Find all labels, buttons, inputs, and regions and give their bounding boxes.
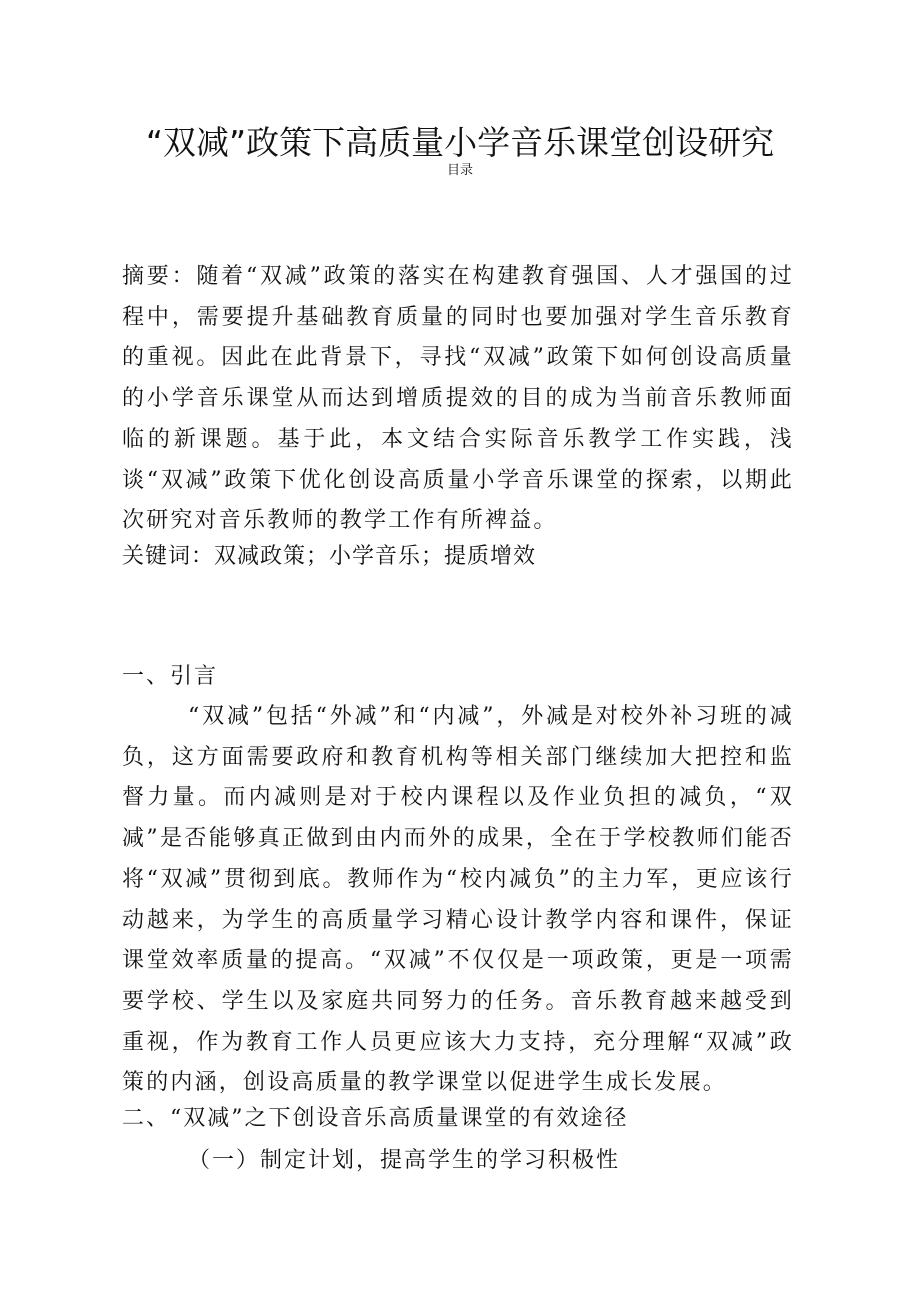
subsection-heading-make-plan: （一）制定计划，提高学生的学习积极性 (188, 1148, 621, 1173)
section-heading-effective-paths: 二、“双减”之下创设音乐高质量课堂的有效途径 (122, 1106, 629, 1131)
abstract-label: 摘要： (122, 264, 197, 289)
keywords-text: 双减政策；小学音乐；提质增效 (214, 544, 537, 569)
introduction-paragraph: “双减”包括“外减”和“内减”，外减是对校外补习班的减负，这方面需要政府和教育机构等相关部门继续加大把控和监督力量。而内减则是对于校内课程以及作业负担的减负，“双减”是否能够真正做到由内而外的成果，全在于学校教师们能否将“双减”贯彻到底。教师作为“校内减负”的主力军，更应该行动越来，为学生的高质量学习精心设计教学内容和课件，保证课堂效率质量的提高。“双减”不仅仅是一项政策，更是一项需要学校、学生以及家庭共同努力的任务。音乐教育越来越受到重视，作为教育工作人员更应该大力支持，充分理解“双减”政策的内涵，创设高质量的教学课堂以促进学生成长发展。 (122, 704, 794, 1096)
keywords-label: 关键词： (122, 544, 215, 569)
section-heading-introduction: 一、引言 (122, 664, 219, 689)
toc-label: 目录 (446, 163, 473, 178)
abstract-text: 随着“双减”政策的落实在构建教育强国、人才强国的过程中，需要提升基础教育质量的同时也要加强对学生音乐教育的重视。因此在此背景下，寻找“双减”政策下如何创设高质量的小学音乐课堂从而达到增质提效的目的成为当前音乐教师面临的新课题。基于此，本文结合实际音乐教学工作实践，浅谈“双减”政策下优化创设高质量小学音乐课堂的探索，以期此次研究对音乐教师的教学工作有所裨益。 (122, 264, 794, 534)
document-title: “双减”政策下高质量小学音乐课堂创设研究 (145, 123, 775, 162)
abstract-paragraph (122, 257, 794, 542)
keywords-line (122, 537, 536, 577)
